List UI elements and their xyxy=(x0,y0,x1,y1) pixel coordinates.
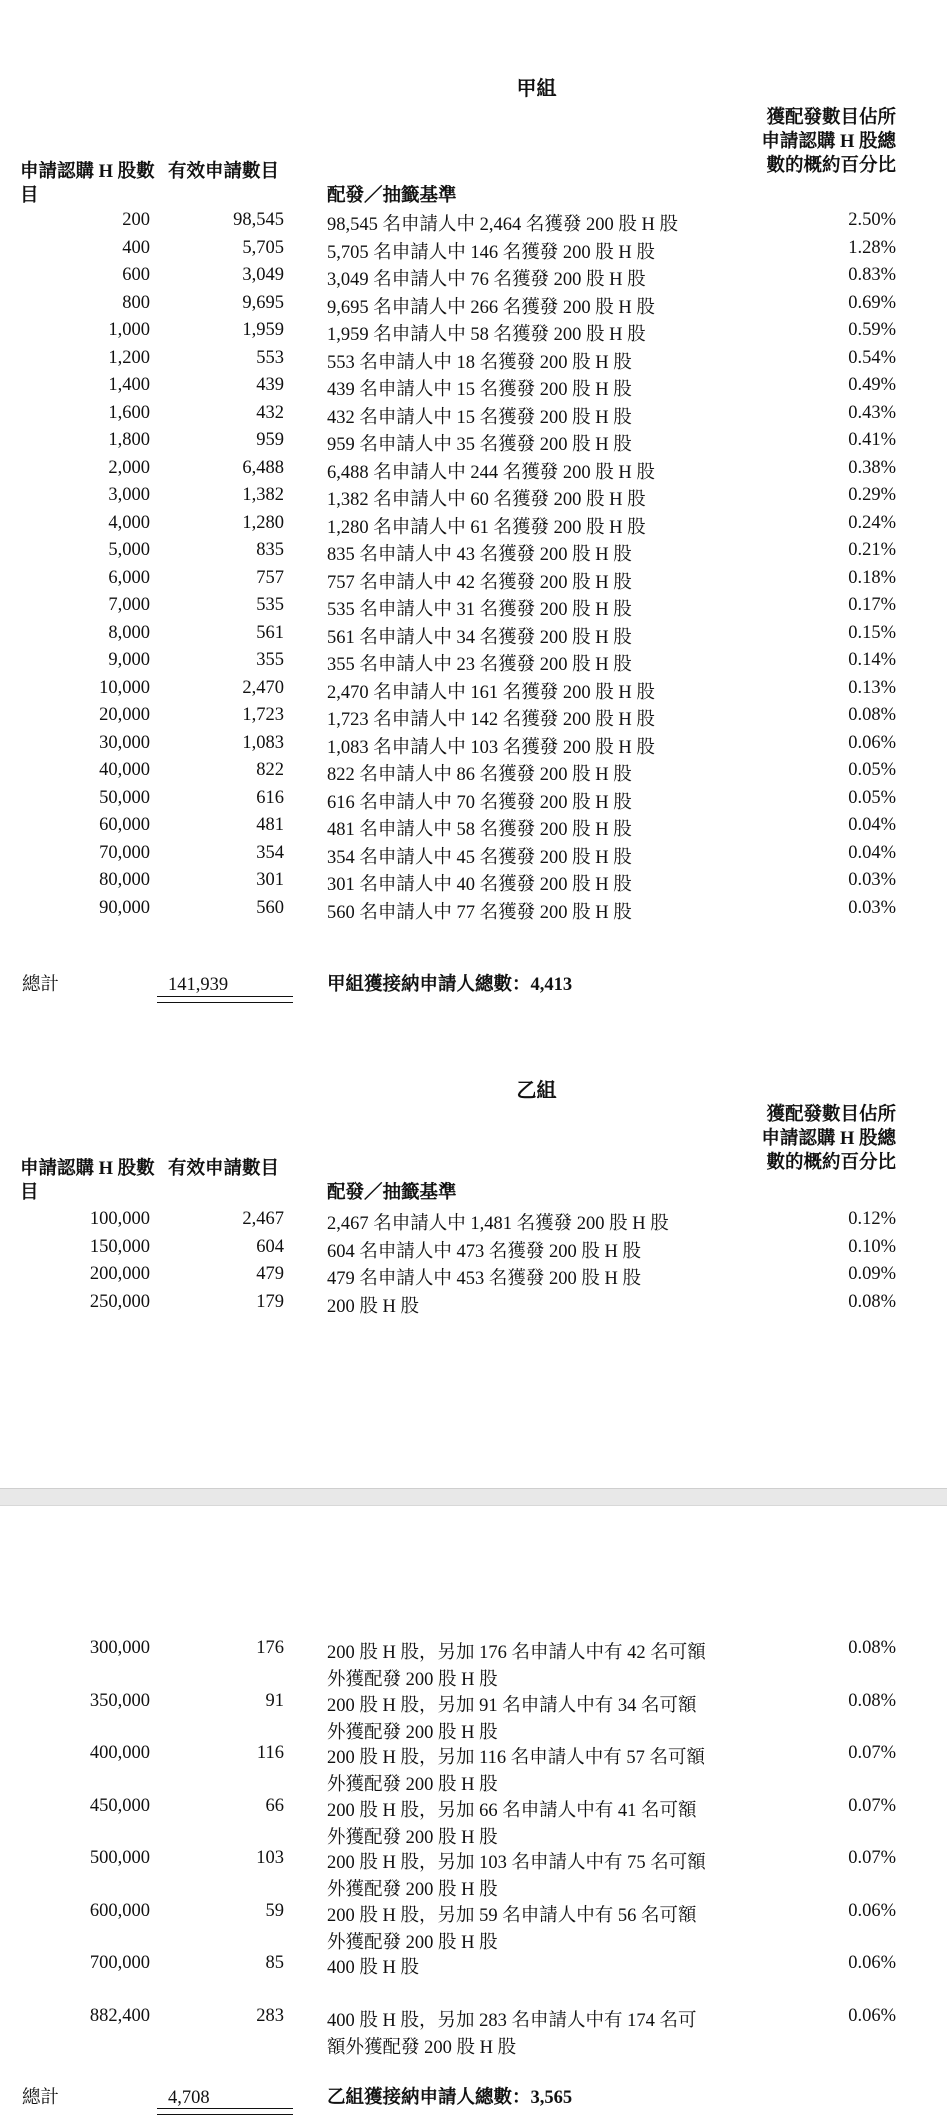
valid-applications-cell: 2,467 xyxy=(242,1209,284,1229)
valid-applications-cell: 6,488 xyxy=(242,457,284,478)
shares-applied-cell: 20,000 xyxy=(99,705,150,725)
shares-applied-cell: 1,200 xyxy=(108,347,150,368)
allocation-basis-line2: 外獲配發 200 股 H 股 xyxy=(327,1827,498,1848)
approx-percentage-cell: 0.83% xyxy=(848,265,896,285)
valid-applications-cell: 103 xyxy=(256,1848,284,1868)
valid-applications-cell: 822 xyxy=(256,760,284,780)
group-a-total-label: 總計 xyxy=(22,975,60,995)
allocation-basis-line1: 200 股 H 股，另加 116 名申請人中有 57 名可額 xyxy=(327,1748,706,1768)
allocation-basis-cell: 616 名申請人中 70 名獲發 200 股 H 股 xyxy=(327,792,632,813)
valid-applications-cell: 283 xyxy=(256,2005,284,2026)
valid-applications-cell: 355 xyxy=(256,650,284,670)
allocation-basis-line1: 200 股 H 股，另加 59 名申請人中有 56 名可額 xyxy=(327,1905,697,1926)
shares-applied-cell: 1,400 xyxy=(108,375,150,395)
allocation-basis-cell: 835 名申請人中 43 名獲發 200 股 H 股 xyxy=(327,545,632,565)
approx-percentage-cell: 0.12% xyxy=(848,1209,896,1229)
allocation-basis-cell: 3,049 名申請人中 76 名獲發 200 股 H 股 xyxy=(327,270,646,290)
allocation-basis-line1: 200 股 H 股，另加 91 名申請人中有 34 名可額 xyxy=(327,1695,697,1716)
valid-applications-cell: 535 xyxy=(256,595,284,615)
approx-percentage-cell: 0.24% xyxy=(848,512,896,533)
valid-applications-cell: 66 xyxy=(265,1795,284,1816)
allocation-basis-cell: 5,705 名申請人中 146 名獲發 200 股 H 股 xyxy=(327,242,655,263)
shares-applied-cell: 600,000 xyxy=(89,1900,150,1921)
valid-applications-cell: 116 xyxy=(256,1743,284,1763)
approx-percentage-cell: 0.06% xyxy=(848,1900,896,1921)
valid-applications-cell: 85 xyxy=(265,1953,284,1973)
valid-applications-cell: 757 xyxy=(256,567,284,588)
allocation-basis-line1: 400 股 H 股，另加 283 名申請人中有 174 名可 xyxy=(327,2010,697,2031)
valid-applications-cell: 439 xyxy=(256,375,284,395)
shares-applied-cell: 200 xyxy=(122,210,150,230)
allocation-basis-line2: 外獲配發 200 股 H 股 xyxy=(327,1880,498,1900)
allocation-basis-cell: 535 名申請人中 31 名獲發 200 股 H 股 xyxy=(327,600,632,620)
allocation-basis-cell: 757 名申請人中 42 名獲發 200 股 H 股 xyxy=(327,572,632,593)
approx-percentage-cell: 0.03% xyxy=(848,897,896,918)
valid-applications-cell: 1,382 xyxy=(242,485,284,505)
shares-applied-cell: 450,000 xyxy=(89,1795,150,1816)
shares-applied-cell: 500,000 xyxy=(89,1848,150,1868)
shares-applied-cell: 600 xyxy=(122,265,150,285)
allocation-basis-cell: 560 名申請人中 77 名獲發 200 股 H 股 xyxy=(327,902,632,923)
shares-applied-cell: 70,000 xyxy=(99,842,150,863)
valid-applications-cell: 560 xyxy=(256,897,284,918)
approx-percentage-cell: 0.17% xyxy=(848,595,896,615)
shares-applied-cell: 80,000 xyxy=(99,870,150,890)
valid-applications-cell: 959 xyxy=(256,430,284,450)
shares-applied-cell: 400 xyxy=(122,237,150,258)
approx-percentage-cell: 0.13% xyxy=(848,677,896,698)
approx-percentage-cell: 0.29% xyxy=(848,485,896,505)
shares-applied-cell: 250,000 xyxy=(89,1291,150,1312)
allocation-basis-cell: 1,280 名申請人中 61 名獲發 200 股 H 股 xyxy=(327,517,646,538)
approx-percentage-cell: 0.08% xyxy=(848,1638,896,1658)
approx-percentage-cell: 0.04% xyxy=(848,815,896,835)
allocation-basis-line2: 外獲配發 200 股 H 股 xyxy=(327,1670,498,1690)
header-shares-applied: 申請認購 H 股數目 xyxy=(20,162,155,206)
approx-percentage-cell: 0.15% xyxy=(848,622,896,643)
approx-percentage-cell: 0.21% xyxy=(848,540,896,560)
shares-applied-cell: 150,000 xyxy=(89,1236,150,1257)
group-b-successful-applicants: 乙組獲接納申請人總數：3,565 xyxy=(327,2088,573,2108)
approx-percentage-cell: 0.07% xyxy=(848,1795,896,1816)
header-shares-applied-b: 申請認購 H 股數目 xyxy=(20,1159,155,1203)
group-a-successful-applicants: 甲組獲接納申請人總數：4,413 xyxy=(327,975,573,995)
allocation-basis-line1: 200 股 H 股，另加 66 名申請人中有 41 名可額 xyxy=(327,1800,697,1821)
shares-applied-cell: 200,000 xyxy=(89,1264,150,1284)
approx-percentage-cell: 0.69% xyxy=(848,292,896,313)
approx-percentage-cell: 0.06% xyxy=(848,2005,896,2026)
shares-applied-cell: 50,000 xyxy=(99,787,150,808)
approx-percentage-cell: 0.54% xyxy=(848,347,896,368)
allocation-basis-cell: 553 名申請人中 18 名獲發 200 股 H 股 xyxy=(327,352,632,373)
valid-applications-cell: 176 xyxy=(256,1638,284,1658)
approx-percentage-cell: 0.09% xyxy=(848,1264,896,1284)
valid-applications-cell: 301 xyxy=(256,870,284,890)
group-b-total-value: 4,708 xyxy=(168,2088,210,2108)
allocation-basis-line1: 200 股 H 股，另加 103 名申請人中有 75 名可額 xyxy=(327,1853,706,1873)
allocation-basis-cell: 1,723 名申請人中 142 名獲發 200 股 H 股 xyxy=(327,710,655,730)
approx-percentage-cell: 0.18% xyxy=(848,567,896,588)
allocation-basis-cell: 2,470 名申請人中 161 名獲發 200 股 H 股 xyxy=(327,682,655,703)
allocation-basis-line1: 200 股 H 股，另加 176 名申請人中有 42 名可額 xyxy=(327,1643,706,1663)
valid-applications-cell: 1,280 xyxy=(242,512,284,533)
allocation-basis-cell: 354 名申請人中 45 名獲發 200 股 H 股 xyxy=(327,847,632,868)
valid-applications-cell: 3,049 xyxy=(242,265,284,285)
group-a-total-value: 141,939 xyxy=(168,975,229,995)
valid-applications-cell: 354 xyxy=(256,842,284,863)
allocation-basis-cell: 959 名申請人中 35 名獲發 200 股 H 股 xyxy=(327,435,632,455)
group-b-total-underline xyxy=(157,2108,293,2115)
allocation-basis-cell: 1,083 名申請人中 103 名獲發 200 股 H 股 xyxy=(327,737,655,758)
valid-applications-cell: 1,083 xyxy=(242,732,284,753)
approx-percentage-cell: 0.49% xyxy=(848,375,896,395)
shares-applied-cell: 1,800 xyxy=(108,430,150,450)
allocation-basis-cell: 432 名申請人中 15 名獲發 200 股 H 股 xyxy=(327,407,632,428)
shares-applied-cell: 2,000 xyxy=(108,457,150,478)
group-a-total-underline xyxy=(157,996,293,1003)
valid-applications-cell: 1,723 xyxy=(242,705,284,725)
header-valid-applications: 有效申請數目 xyxy=(168,162,280,182)
shares-applied-cell: 400,000 xyxy=(89,1743,150,1763)
approx-percentage-cell: 0.08% xyxy=(848,1291,896,1312)
allocation-basis-cell: 9,695 名申請人中 266 名獲發 200 股 H 股 xyxy=(327,297,655,318)
allocation-basis-line2: 外獲配發 200 股 H 股 xyxy=(327,1932,498,1953)
valid-applications-cell: 179 xyxy=(256,1291,284,1312)
shares-applied-cell: 8,000 xyxy=(108,622,150,643)
approx-percentage-cell: 0.38% xyxy=(848,457,896,478)
shares-applied-cell: 4,000 xyxy=(108,512,150,533)
valid-applications-cell: 479 xyxy=(256,1264,284,1284)
allocation-basis-cell: 439 名申請人中 15 名獲發 200 股 H 股 xyxy=(327,380,632,400)
allocation-basis-cell: 822 名申請人中 86 名獲發 200 股 H 股 xyxy=(327,765,632,785)
shares-applied-cell: 30,000 xyxy=(99,732,150,753)
allocation-basis-cell: 355 名申請人中 23 名獲發 200 股 H 股 xyxy=(327,655,632,675)
shares-applied-cell: 40,000 xyxy=(99,760,150,780)
group-b-title: 乙組 xyxy=(516,1080,557,1102)
allocation-basis-cell: 200 股 H 股 xyxy=(327,1296,419,1317)
allocation-basis-cell: 479 名申請人中 453 名獲發 200 股 H 股 xyxy=(327,1269,641,1289)
allocation-basis-cell: 604 名申請人中 473 名獲發 200 股 H 股 xyxy=(327,1241,641,1262)
valid-applications-cell: 604 xyxy=(256,1236,284,1257)
approx-percentage-cell: 0.08% xyxy=(848,1690,896,1711)
group-b-total-label: 總計 xyxy=(22,2088,60,2108)
approx-percentage-cell: 0.07% xyxy=(848,1848,896,1868)
valid-applications-cell: 2,470 xyxy=(242,677,284,698)
allocation-basis-line1: 400 股 H 股 xyxy=(327,1958,419,1978)
approx-percentage-cell: 0.10% xyxy=(848,1236,896,1257)
shares-applied-cell: 6,000 xyxy=(108,567,150,588)
allocation-basis-line2: 外獲配發 200 股 H 股 xyxy=(327,1722,498,1743)
shares-applied-cell: 300,000 xyxy=(89,1638,150,1658)
allocation-basis-line2: 額外獲配發 200 股 H 股 xyxy=(327,2037,517,2058)
shares-applied-cell: 7,000 xyxy=(108,595,150,615)
approx-percentage-cell: 0.43% xyxy=(848,402,896,423)
allocation-basis-cell: 6,488 名申請人中 244 名獲發 200 股 H 股 xyxy=(327,462,655,483)
approx-percentage-cell: 0.41% xyxy=(848,430,896,450)
allocation-basis-cell: 561 名申請人中 34 名獲發 200 股 H 股 xyxy=(327,627,632,648)
approx-percentage-cell: 0.03% xyxy=(848,870,896,890)
shares-applied-cell: 90,000 xyxy=(99,897,150,918)
allocation-basis-cell: 481 名申請人中 58 名獲發 200 股 H 股 xyxy=(327,820,632,840)
valid-applications-cell: 432 xyxy=(256,402,284,423)
valid-applications-cell: 553 xyxy=(256,347,284,368)
shares-applied-cell: 1,000 xyxy=(108,320,150,340)
shares-applied-cell: 10,000 xyxy=(99,677,150,698)
approx-percentage-cell: 0.08% xyxy=(848,705,896,725)
approx-percentage-cell: 0.06% xyxy=(848,1953,896,1973)
valid-applications-cell: 9,695 xyxy=(242,292,284,313)
approx-percentage-cell: 0.06% xyxy=(848,732,896,753)
shares-applied-cell: 700,000 xyxy=(89,1953,150,1973)
shares-applied-cell: 60,000 xyxy=(99,815,150,835)
valid-applications-cell: 561 xyxy=(256,622,284,643)
approx-percentage-cell: 0.59% xyxy=(848,320,896,340)
shares-applied-cell: 1,600 xyxy=(108,402,150,423)
page-break-divider xyxy=(0,1488,947,1506)
header-approx-percentage: 獲配發數目佔所申請認購 H 股總數的概約百分比 xyxy=(761,108,896,176)
shares-applied-cell: 5,000 xyxy=(108,540,150,560)
allocation-basis-cell: 301 名申請人中 40 名獲發 200 股 H 股 xyxy=(327,875,632,895)
allocation-basis-cell: 2,467 名申請人中 1,481 名獲發 200 股 H 股 xyxy=(327,1214,669,1234)
allocation-basis-cell: 1,959 名申請人中 58 名獲發 200 股 H 股 xyxy=(327,325,646,345)
group-a-title: 甲組 xyxy=(516,78,557,100)
header-approx-percentage-b: 獲配發數目佔所申請認購 H 股總數的概約百分比 xyxy=(761,1105,896,1173)
valid-applications-cell: 835 xyxy=(256,540,284,560)
allocation-basis-cell: 1,382 名申請人中 60 名獲發 200 股 H 股 xyxy=(327,490,646,510)
shares-applied-cell: 800 xyxy=(122,292,150,313)
approx-percentage-cell: 1.28% xyxy=(848,237,896,258)
allocation-basis-cell: 98,545 名申請人中 2,464 名獲發 200 股 H 股 xyxy=(327,215,678,235)
valid-applications-cell: 59 xyxy=(265,1900,284,1921)
valid-applications-cell: 1,959 xyxy=(242,320,284,340)
valid-applications-cell: 616 xyxy=(256,787,284,808)
approx-percentage-cell: 0.14% xyxy=(848,650,896,670)
valid-applications-cell: 5,705 xyxy=(242,237,284,258)
header-basis-of-allocation: 配發／抽籤基準 xyxy=(327,186,457,206)
header-basis-of-allocation-b: 配發／抽籤基準 xyxy=(327,1183,457,1203)
shares-applied-cell: 9,000 xyxy=(108,650,150,670)
shares-applied-cell: 100,000 xyxy=(89,1209,150,1229)
allocation-basis-line2: 外獲配發 200 股 H 股 xyxy=(327,1775,498,1795)
approx-percentage-cell: 0.05% xyxy=(848,760,896,780)
valid-applications-cell: 98,545 xyxy=(233,210,284,230)
valid-applications-cell: 481 xyxy=(256,815,284,835)
header-valid-applications-b: 有效申請數目 xyxy=(168,1159,280,1179)
approx-percentage-cell: 0.07% xyxy=(848,1743,896,1763)
shares-applied-cell: 350,000 xyxy=(89,1690,150,1711)
shares-applied-cell: 882,400 xyxy=(89,2005,150,2026)
approx-percentage-cell: 2.50% xyxy=(848,210,896,230)
valid-applications-cell: 91 xyxy=(265,1690,284,1711)
shares-applied-cell: 3,000 xyxy=(108,485,150,505)
approx-percentage-cell: 0.05% xyxy=(848,787,896,808)
approx-percentage-cell: 0.04% xyxy=(848,842,896,863)
